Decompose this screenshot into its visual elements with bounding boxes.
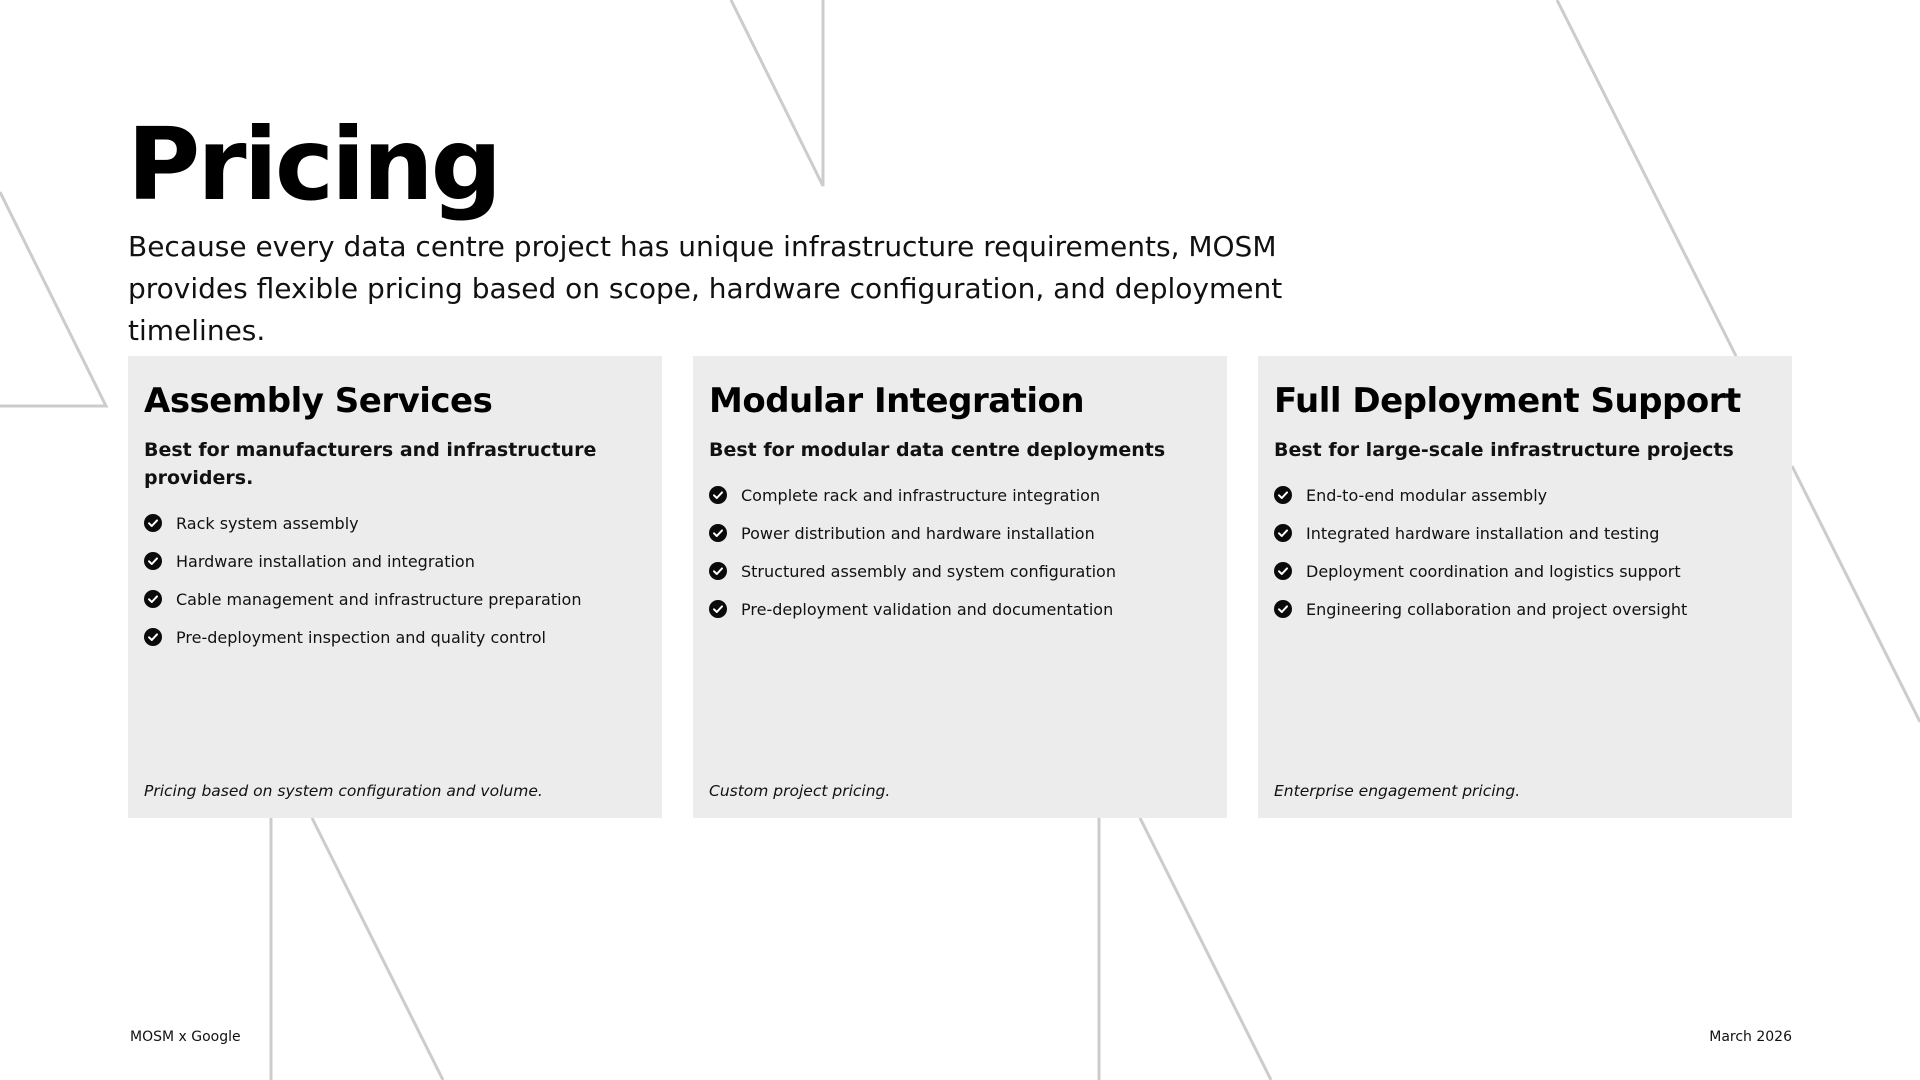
feature-label: Complete rack and infrastructure integration [741, 485, 1101, 505]
pricing-note: Pricing based on system configuration and volume. [144, 782, 543, 800]
check-circle-icon [1274, 562, 1292, 580]
check-circle-icon [709, 524, 727, 542]
feature-list [1274, 476, 1776, 628]
check-circle-icon [144, 514, 162, 532]
decor-line [731, 0, 823, 186]
feature-item [144, 580, 646, 618]
check-circle-icon [1274, 486, 1292, 504]
feature-label: Integrated hardware installation and testing [1306, 523, 1660, 543]
footer-brand: MOSM x Google [130, 1029, 241, 1045]
footer-date: March 2026 [1709, 1029, 1792, 1045]
check-circle-icon [144, 590, 162, 608]
feature-label: Cable management and infrastructure preparation [176, 589, 582, 609]
pricing-card-full-deployment-support [1258, 356, 1792, 818]
check-circle-icon [1274, 524, 1292, 542]
feature-label: Engineering collaboration and project oversight [1306, 599, 1688, 619]
feature-label: Hardware installation and integration [176, 551, 475, 571]
decor-line [0, 192, 106, 406]
intro-paragraph: Because every data centre project has unique infrastructure requirements, MOSM provides flexible pricing based on scope, hardware configuration, and deployment timelines. [128, 230, 1283, 347]
decor-line [1557, 0, 1736, 356]
check-circle-icon [709, 486, 727, 504]
feature-item [709, 590, 1211, 628]
card-title: Full Deployment Support [1274, 381, 1741, 421]
pricing-card-modular-integration [693, 356, 1227, 818]
card-title: Assembly Services [144, 381, 493, 421]
feature-item [144, 504, 646, 542]
check-circle-icon [709, 562, 727, 580]
card-subtitle: Best for modular data centre deployments [709, 439, 1166, 461]
feature-item [1274, 590, 1776, 628]
card-subtitle: Best for manufacturers and infrastructure providers. [144, 439, 597, 489]
feature-item [144, 542, 646, 580]
feature-item [709, 476, 1211, 514]
feature-label: Deployment coordination and logistics support [1306, 561, 1681, 581]
pricing-note: Custom project pricing. [709, 782, 891, 800]
decor-line [1140, 818, 1271, 1080]
card-subtitle: Best for large-scale infrastructure projects [1274, 439, 1734, 461]
check-circle-icon [144, 552, 162, 570]
feature-item [709, 514, 1211, 552]
page-title: Pricing [127, 106, 500, 223]
decor-line [312, 818, 443, 1080]
feature-label: Pre-deployment inspection and quality control [176, 627, 546, 647]
feature-item [1274, 476, 1776, 514]
check-circle-icon [1274, 600, 1292, 618]
feature-item [1274, 552, 1776, 590]
feature-item [1274, 514, 1776, 552]
feature-item [709, 552, 1211, 590]
card-title: Modular Integration [709, 381, 1085, 421]
pricing-note: Enterprise engagement pricing. [1274, 782, 1521, 800]
feature-label: Rack system assembly [176, 513, 359, 533]
feature-item [144, 618, 646, 656]
pricing-card-assembly-services [128, 356, 662, 818]
feature-label: Structured assembly and system configuration [741, 561, 1116, 581]
feature-label: Power distribution and hardware installation [741, 523, 1095, 543]
feature-label: Pre-deployment validation and documentation [741, 599, 1114, 619]
feature-label: End-to-end modular assembly [1306, 485, 1548, 505]
check-circle-icon [144, 628, 162, 646]
feature-list [709, 476, 1211, 628]
decor-line [1792, 466, 1920, 722]
check-circle-icon [709, 600, 727, 618]
feature-list [144, 504, 646, 656]
